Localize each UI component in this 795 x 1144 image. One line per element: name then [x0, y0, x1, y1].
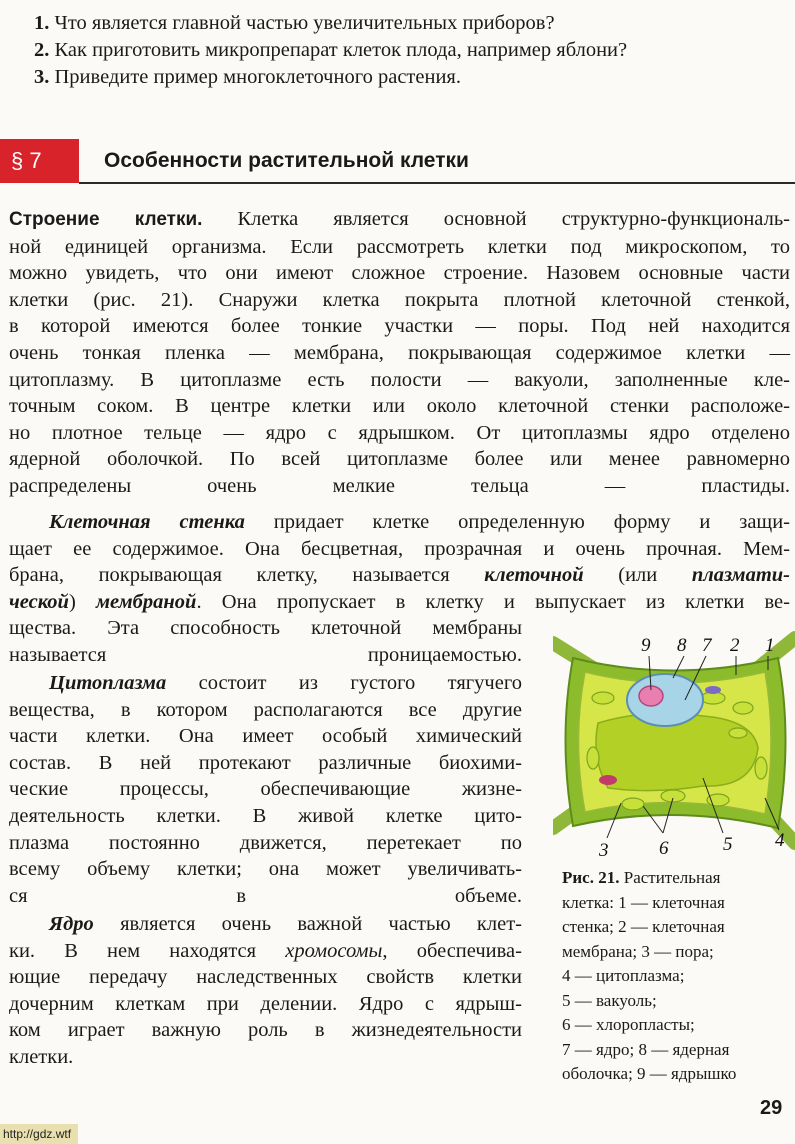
- term-cytoplasm: Цитоплазма: [49, 672, 167, 694]
- text-line: точным соком. В центре клетки или около клеточной стенки расположе-: [9, 395, 790, 418]
- term-plasma: плазмати-: [691, 564, 791, 587]
- paragraph-cell-wall: [9, 509, 790, 615]
- text-line: ной единицей организма. Если рассмотреть клетки под микроскопом, то: [9, 235, 790, 258]
- section-divider: [79, 182, 795, 184]
- text-line: ки. В нем находятся: [9, 939, 286, 962]
- term-membrane: мембраной: [95, 590, 197, 613]
- figure-label-7: 7: [702, 635, 712, 656]
- term-cell-membrane: клеточной: [484, 564, 584, 587]
- question-2: 2. Как приготовить микропрепарат клеток плода, например яблони?: [34, 39, 628, 61]
- text-line: состоит из густого тягучего: [166, 672, 522, 694]
- paragraph-permeability: [9, 615, 522, 668]
- text-line: ядерной оболочкой. По всей цитоплазме более или менее равномерно: [9, 448, 790, 471]
- figure-label-2: 2: [730, 635, 740, 656]
- figure-label-9: 9: [641, 635, 651, 656]
- text-line: части клетки. Она имеет особый химический: [9, 725, 522, 748]
- caption-line: мембрана; 3 — пора;: [562, 941, 714, 961]
- term-plasma-end: ческой: [9, 590, 69, 613]
- figure-label-8: 8: [677, 635, 687, 656]
- caption-line: Растительная: [619, 868, 721, 887]
- text-line: ческие процессы, обеспечивающие жизне-: [9, 778, 522, 801]
- text-line: очень тонкая пленка — мембрана, покрывающая содержимое клетки —: [9, 341, 790, 364]
- caption-line: оболочка; 9 — ядрышко: [562, 1064, 737, 1083]
- term-chromosomes: хромосомы: [285, 939, 383, 962]
- text-line: деятельность клетки. В живой клетке цито-: [9, 804, 522, 827]
- caption-line: 4 — цитоплазма;: [562, 966, 685, 985]
- text-line: щества. Эта способность клеточной мембраны: [9, 617, 522, 639]
- caption-line: 7 — ядро; 8 — ядерная: [562, 1039, 730, 1059]
- text-line: щает ее содержимое. Она бесцветная, прозрачная и очень прочная. Мем-: [9, 537, 790, 560]
- text-line: цитоплазму. В цитоплазме есть полости — вакуоли, заполненные кле-: [9, 368, 790, 391]
- text-line: придает клетке определенную форму и защи-: [244, 511, 790, 533]
- section-number-badge: § 7: [0, 139, 79, 183]
- text-line: ком играет важную роль в жизнедеятельности: [9, 1019, 522, 1042]
- text-line: клетки.: [9, 1045, 74, 1068]
- text-line: Клетка является основной структурно-функциональ-: [202, 208, 790, 230]
- lead-cell-structure: Строение клетки.: [9, 209, 203, 230]
- text-line: ): [68, 590, 96, 613]
- inclusion: [599, 775, 617, 785]
- plant-cell-figure: [553, 628, 795, 860]
- page-number: 29: [760, 1097, 783, 1119]
- text-line: всему объему клетки; она может увеличивать-: [9, 858, 522, 881]
- text-line: состав. В ней протекают различные биохими-: [9, 751, 522, 774]
- text-line: дочерним клеткам при делении. Ядро с ядрыш-: [9, 992, 522, 1015]
- caption-line: 5 — вакуоль;: [562, 990, 657, 1010]
- paragraph-cell-structure: [9, 206, 790, 500]
- text-line: можно увидеть, что они имеют сложное строение. Назовем основные части: [9, 262, 790, 285]
- watermark-link[interactable]: http://gdz.wtf: [0, 1124, 78, 1144]
- text-line: в которой имеются более тонкие участки — поры. Под ней находится: [9, 315, 790, 338]
- text-line: плазма постоянно движется, перетекает по: [9, 831, 522, 854]
- text-line: вещества, в котором располагаются все другие: [9, 698, 522, 721]
- caption-title: Рис. 21.: [562, 868, 620, 887]
- paragraph-cytoplasm: [9, 670, 522, 909]
- figure-label-6: 6: [659, 838, 669, 859]
- question-3: 3. Приведите пример многоклеточного растения.: [34, 66, 461, 88]
- term-cell-wall: Клеточная стенка: [49, 511, 245, 533]
- figure-label-3: 3: [599, 840, 609, 860]
- figure-caption: [562, 866, 780, 1087]
- caption-line: клетка: 1 — клеточная: [562, 892, 725, 912]
- text-line: клетки (рис. 21). Снаружи клетка покрыта плотной клеточной стенкой,: [9, 288, 790, 311]
- term-nucleus: Ядро: [49, 913, 94, 935]
- text-line: (или: [583, 564, 692, 587]
- text-line: брана, покрывающая клетку, называется: [9, 564, 485, 587]
- text-line: ся в объеме.: [9, 884, 522, 907]
- text-line: является очень важной частью клет-: [93, 913, 522, 935]
- figure-label-4: 4: [775, 830, 785, 851]
- text-line: ющие передачу наследственных свойств клетки: [9, 966, 522, 989]
- paragraph-nucleus: [9, 911, 522, 1071]
- inclusion: [705, 686, 721, 694]
- figure-label-1: 1: [765, 635, 775, 656]
- section-title: Особенности растительной клетки: [104, 149, 469, 172]
- text-line: но плотное тельце — ядро с ядрышком. От цитоплазмы ядро отделено: [9, 421, 790, 444]
- text-line: распределены очень мелкие тельца — пластиды.: [9, 474, 790, 497]
- figure-label-5: 5: [723, 834, 733, 855]
- text-line: , обеспечива-: [382, 939, 522, 962]
- nucleus-shape: [627, 674, 703, 726]
- question-1: 1. Что является главной частью увеличительных приборов?: [34, 12, 555, 34]
- caption-line: 6 — хлоропласты;: [562, 1015, 695, 1034]
- text-line: . Она пропускает в клетку и выпускает из клетки ве-: [196, 590, 790, 613]
- caption-line: стенка; 2 — клеточная: [562, 917, 725, 936]
- text-line: называется проницаемостью.: [9, 643, 522, 666]
